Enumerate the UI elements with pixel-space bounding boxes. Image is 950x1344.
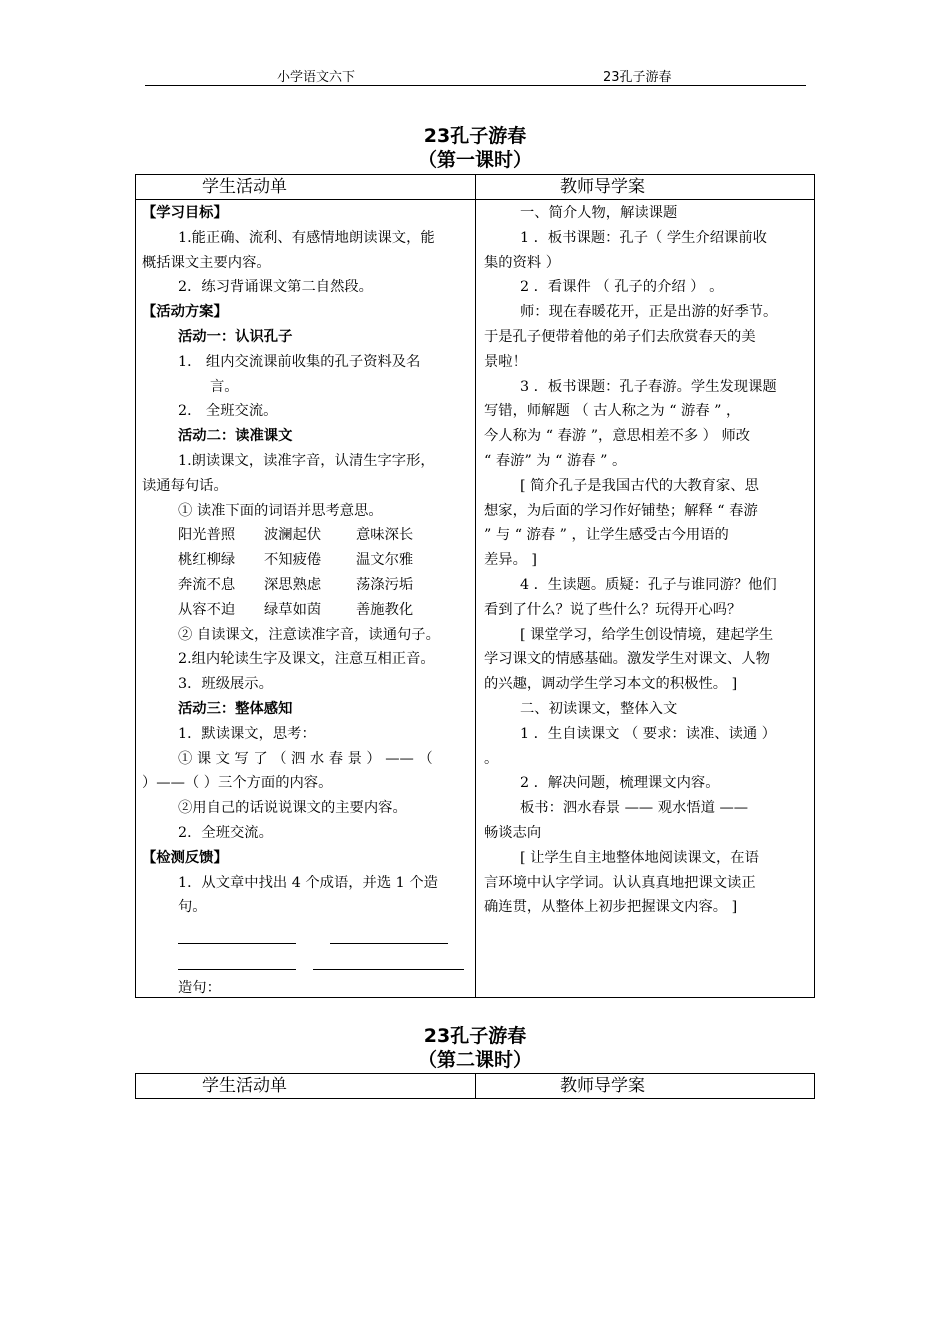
text-line: ②用自己的话说说课文的主要内容。	[178, 800, 407, 817]
text-line: 1.能正确、流利、有感情地朗读课文，能	[178, 229, 435, 246]
header-left: 小学语文六下	[277, 70, 356, 85]
text-line: 4 ．生读题。质疑：孔子与谁同游？他们	[520, 576, 777, 593]
word: 从容不迫	[178, 601, 236, 618]
text-line: 板书：泗水春景 —— 观水悟道 ——	[520, 800, 749, 817]
activity-heading: 活动一：认识孔子	[178, 328, 293, 345]
activity-heading: 活动二：读准课文	[178, 428, 293, 445]
text-line: ① 读准下面的词语并思考意思。	[178, 502, 383, 519]
word: 桃红柳绿	[178, 552, 236, 569]
lesson1-table	[135, 174, 815, 998]
text-line: 读通每句话。	[142, 477, 228, 494]
word: 阳光普照	[178, 527, 236, 544]
header-right: 23孔子游春	[603, 70, 672, 85]
answer-blank-row	[142, 920, 471, 948]
text-line: 学习课文的情感基础。激发学生对课文、人物	[484, 651, 770, 668]
text-line: 1 ．生自读课文 （ 要求：读准、读通 ）	[520, 725, 777, 742]
text-line: 言环境中认字学词。认认真真地把课文读正	[484, 874, 756, 891]
lesson1-subtitle: （第一课时）	[417, 149, 532, 171]
text-line: 1．从文章中找出 4 个成语，并选 1 个造	[178, 874, 438, 891]
text-line: 概括课文主要内容。	[142, 254, 271, 271]
text-line: 3 ．板书课题：孔子春游。学生发现课题	[520, 378, 777, 395]
text-line: 句。	[178, 899, 207, 916]
text-line: “ 春游” 为 “ 游春 ” 。	[484, 452, 627, 469]
word: 绿草如茵	[264, 601, 322, 618]
lesson2-col-teacher: 教师导学案	[476, 1074, 815, 1099]
text-line: 看到了什么？说了些什么？玩得开心吗？	[484, 601, 742, 618]
word-row	[142, 573, 471, 598]
word: 不知疲倦	[264, 552, 322, 569]
section-heading: 【学习目标】	[142, 205, 228, 221]
section-heading: 【检测反馈】	[142, 849, 228, 866]
lesson1-col-teacher: 教师导学案	[476, 175, 815, 200]
text-line: 差异。 ]	[484, 552, 538, 569]
text-line: 师：现在春暖花开，正是出游的好季节。	[520, 304, 778, 321]
word: 波澜起伏	[264, 527, 322, 544]
text-line: [ 简介孔子是我国古代的大教育家、思	[520, 477, 759, 494]
word: 荡涤污垢	[356, 576, 414, 593]
text-line: 写错，师解题 （ 古人称之为 “ 游春 ” ，	[484, 403, 741, 420]
text-line: ）——（ ）三个方面的内容。	[142, 775, 333, 792]
text-line: 2 ．看课件 （ 孔子的介绍 ） 。	[520, 279, 724, 296]
text-line: 二、初读课文，整体入文	[520, 700, 678, 717]
text-line: 想家，为后面的学习作好铺垫；解释 “ 春游	[484, 502, 758, 519]
text-line: ① 课 文 写 了 （ 泗 水 春 景 ） —— （	[178, 750, 433, 767]
text-line: 畅谈志向	[484, 824, 542, 841]
text-line: 于是孔子便带着他的弟子们去欣赏春天的美	[484, 328, 756, 345]
answer-blank	[178, 930, 296, 944]
text-line: 3．班级展示。	[178, 676, 273, 693]
lesson1-col-student: 学生活动单	[136, 175, 476, 200]
text-line: 2.组内轮读生字及课文，注意互相正音。	[178, 651, 435, 668]
section-heading: 【活动方案】	[142, 304, 228, 321]
answer-blank	[178, 956, 296, 970]
student-activity-cell	[136, 200, 476, 998]
lesson1-title: 23孔子游春	[423, 125, 527, 147]
word-row	[142, 598, 471, 623]
text-line: 景啦！	[484, 353, 527, 370]
word: 善施教化	[356, 601, 414, 618]
answer-blank	[313, 956, 464, 970]
answer-blank	[330, 930, 448, 944]
text-line: 2 ．解决问题，梳理课文内容。	[520, 775, 720, 792]
text-line: 1 ．板书课题：孔子（ 学生介绍课前收	[520, 229, 767, 246]
sentence-label: 造句：	[178, 980, 221, 997]
text-line: ” 与 “ 游春 ” ，让学生感受古今用语的	[484, 527, 729, 544]
text-line: 2．全班交流。	[178, 824, 273, 841]
text-line: ② 自读课文，注意读准字音，读通句子。	[178, 626, 440, 643]
text-line: 2．练习背诵课文第二自然段。	[178, 279, 373, 296]
activity-heading: 活动三：整体感知	[178, 700, 293, 717]
lesson2-subtitle: （第二课时）	[417, 1049, 532, 1071]
text-line: 言。	[210, 378, 239, 395]
text-line: 1.朗读课文，读准字音，认清生字字形，	[178, 452, 435, 469]
text-line: 1． 组内交流课前收集的孔子资料及名	[178, 353, 421, 370]
word: 意味深长	[356, 527, 414, 544]
text-line: 集的资料 ）	[484, 254, 561, 271]
text-line: 的兴趣，调动学生学习本文的积极性。 ]	[484, 676, 738, 693]
word: 深思熟虑	[264, 576, 322, 593]
text-line: 。	[484, 750, 499, 767]
word-row	[142, 548, 471, 573]
teacher-guide-cell	[476, 200, 815, 998]
text-line: [ 让学生自主地整体地阅读课文，在语	[520, 849, 759, 866]
text-line: [ 课堂学习，给学生创设情境，建起学生	[520, 626, 774, 643]
page-header	[145, 66, 806, 86]
word-row	[142, 523, 471, 548]
lesson2-title: 23孔子游春	[423, 1025, 527, 1047]
word: 温文尔雅	[356, 552, 414, 569]
text-line: 2． 全班交流。	[178, 403, 278, 420]
text-line: 1．默读课文，思考：	[178, 725, 316, 742]
word: 奔流不息	[178, 576, 236, 593]
lesson2-col-student: 学生活动单	[136, 1074, 476, 1099]
text-line: 确连贯，从整体上初步把握课文内容。 ]	[484, 899, 738, 916]
text-line: 今人称为 “ 春游 ”，意思相差不多 ） 师改	[484, 428, 751, 445]
text-line: 一、简介人物，解读课题	[520, 205, 678, 221]
lesson2-table	[135, 1073, 815, 1099]
